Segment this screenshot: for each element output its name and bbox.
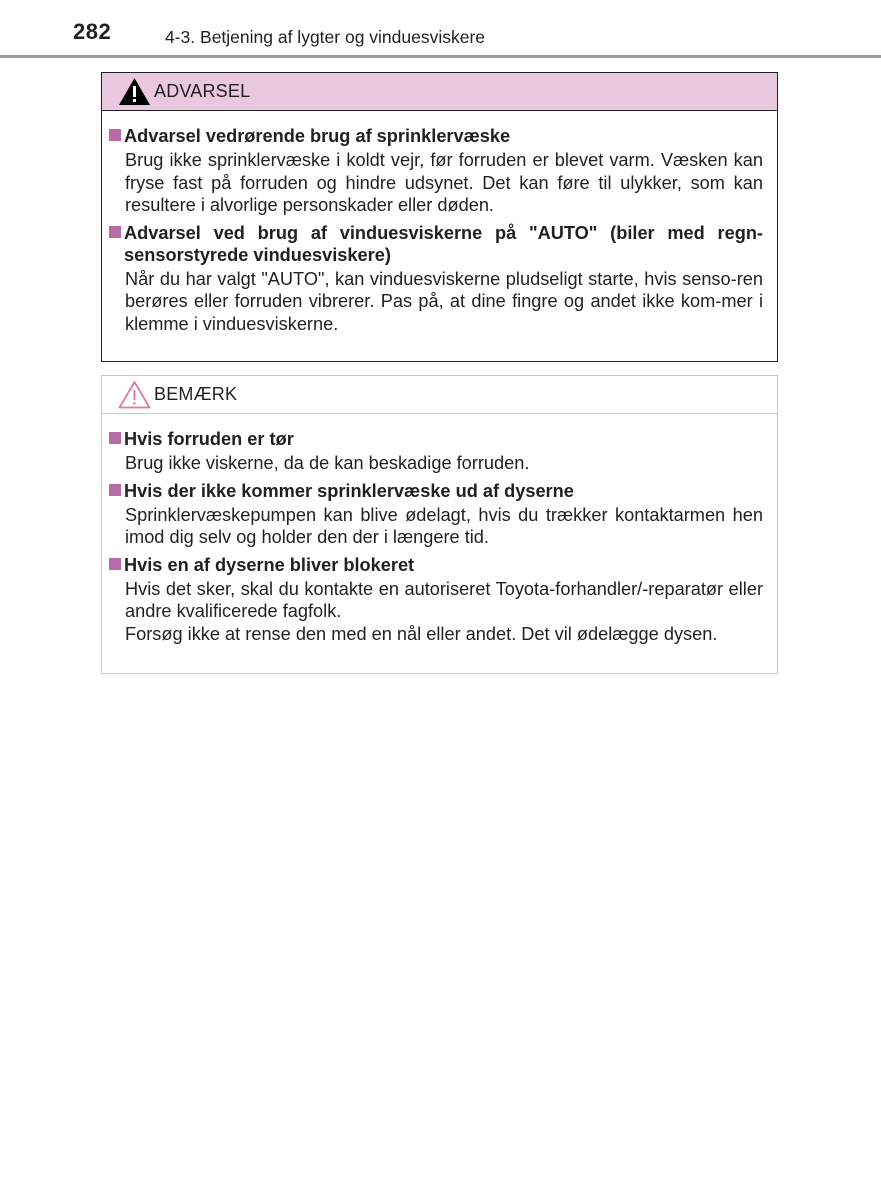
- caution-outline-triangle-icon: [118, 380, 151, 409]
- header-rule: [0, 55, 881, 58]
- warning-item-text: Når du har valgt "AUTO", kan vinduesviskerne pludseligt starte, hvis senso-ren berøres eller forruden vibrerer. Pas på, at dine fingre og andet ikke kom-mer i klemme i vinduesviskerne.: [125, 268, 763, 334]
- notice-item: [108, 554, 763, 646]
- notice-item-heading: [108, 480, 763, 502]
- notice-item-heading: [108, 554, 763, 576]
- warning-item-text: Brug ikke sprinklervæske i koldt vejr, før forruden er blevet varm. Væsken kan fryse fast på forruden og hindre udsynet. Det kan føre til ulykker, som kan resultere i alvorlige personskader eller døden.: [125, 150, 763, 215]
- notice-item-heading-text: Hvis der ikke kommer sprinklervæske ud af dyserne: [124, 480, 574, 501]
- square-bullet-icon: [109, 558, 121, 570]
- notice-box: [101, 375, 778, 674]
- page-number: 282: [73, 19, 112, 44]
- warning-item-heading-text: Advarsel ved brug af vinduesviskerne på "AUTO" (biler med regn-sensorstyrede vinduesviskere): [124, 222, 763, 265]
- chapter-title: 4-3. Betjening af lygter og vinduesviskere: [165, 27, 486, 47]
- warning-box: [101, 72, 778, 362]
- notice-item-text: Brug ikke viskerne, da de kan beskadige forruden.: [125, 453, 530, 473]
- notice-item-paragraph: Hvis det sker, skal du kontakte en autoriseret Toyota-forhandler/-reparatør eller andre kvalificerede fagfolk.: [125, 578, 763, 621]
- square-bullet-icon: [109, 226, 121, 238]
- warning-box-body: [108, 125, 763, 340]
- notice-item-heading-text: Hvis forruden er tør: [124, 429, 294, 449]
- square-bullet-icon: [109, 432, 121, 444]
- notice-item-heading: [108, 428, 763, 450]
- notice-item: [108, 428, 763, 475]
- notice-item-heading-text: Hvis en af dyserne bliver blokeret: [124, 554, 415, 575]
- warning-item: [108, 125, 763, 217]
- warning-item-heading: [108, 125, 763, 147]
- notice-item: [108, 480, 763, 549]
- notice-item-text: [108, 578, 763, 646]
- warning-label: ADVARSEL: [154, 81, 251, 101]
- notice-label: BEMÆRK: [154, 384, 238, 404]
- notice-item-paragraph: Forsøg ikke at rense den med en nål eller andet. Det vil ødelægge dysen.: [125, 623, 718, 644]
- notice-box-body: [108, 428, 763, 650]
- notice-box-header: [102, 376, 777, 414]
- page-header: [0, 0, 881, 60]
- square-bullet-icon: [109, 129, 121, 141]
- warning-triangle-icon: [118, 77, 151, 106]
- notice-item-text: Sprinklervæskepumpen kan blive ødelagt, hvis du trækker kontaktarmen hen imod dig selv og holder den der i længere tid.: [125, 504, 763, 547]
- warning-box-header: [102, 73, 777, 111]
- warning-item-heading: [108, 222, 763, 266]
- warning-item: [108, 222, 763, 336]
- warning-item-heading-text: Advarsel vedrørende brug af sprinklervæske: [124, 126, 511, 146]
- square-bullet-icon: [109, 484, 121, 496]
